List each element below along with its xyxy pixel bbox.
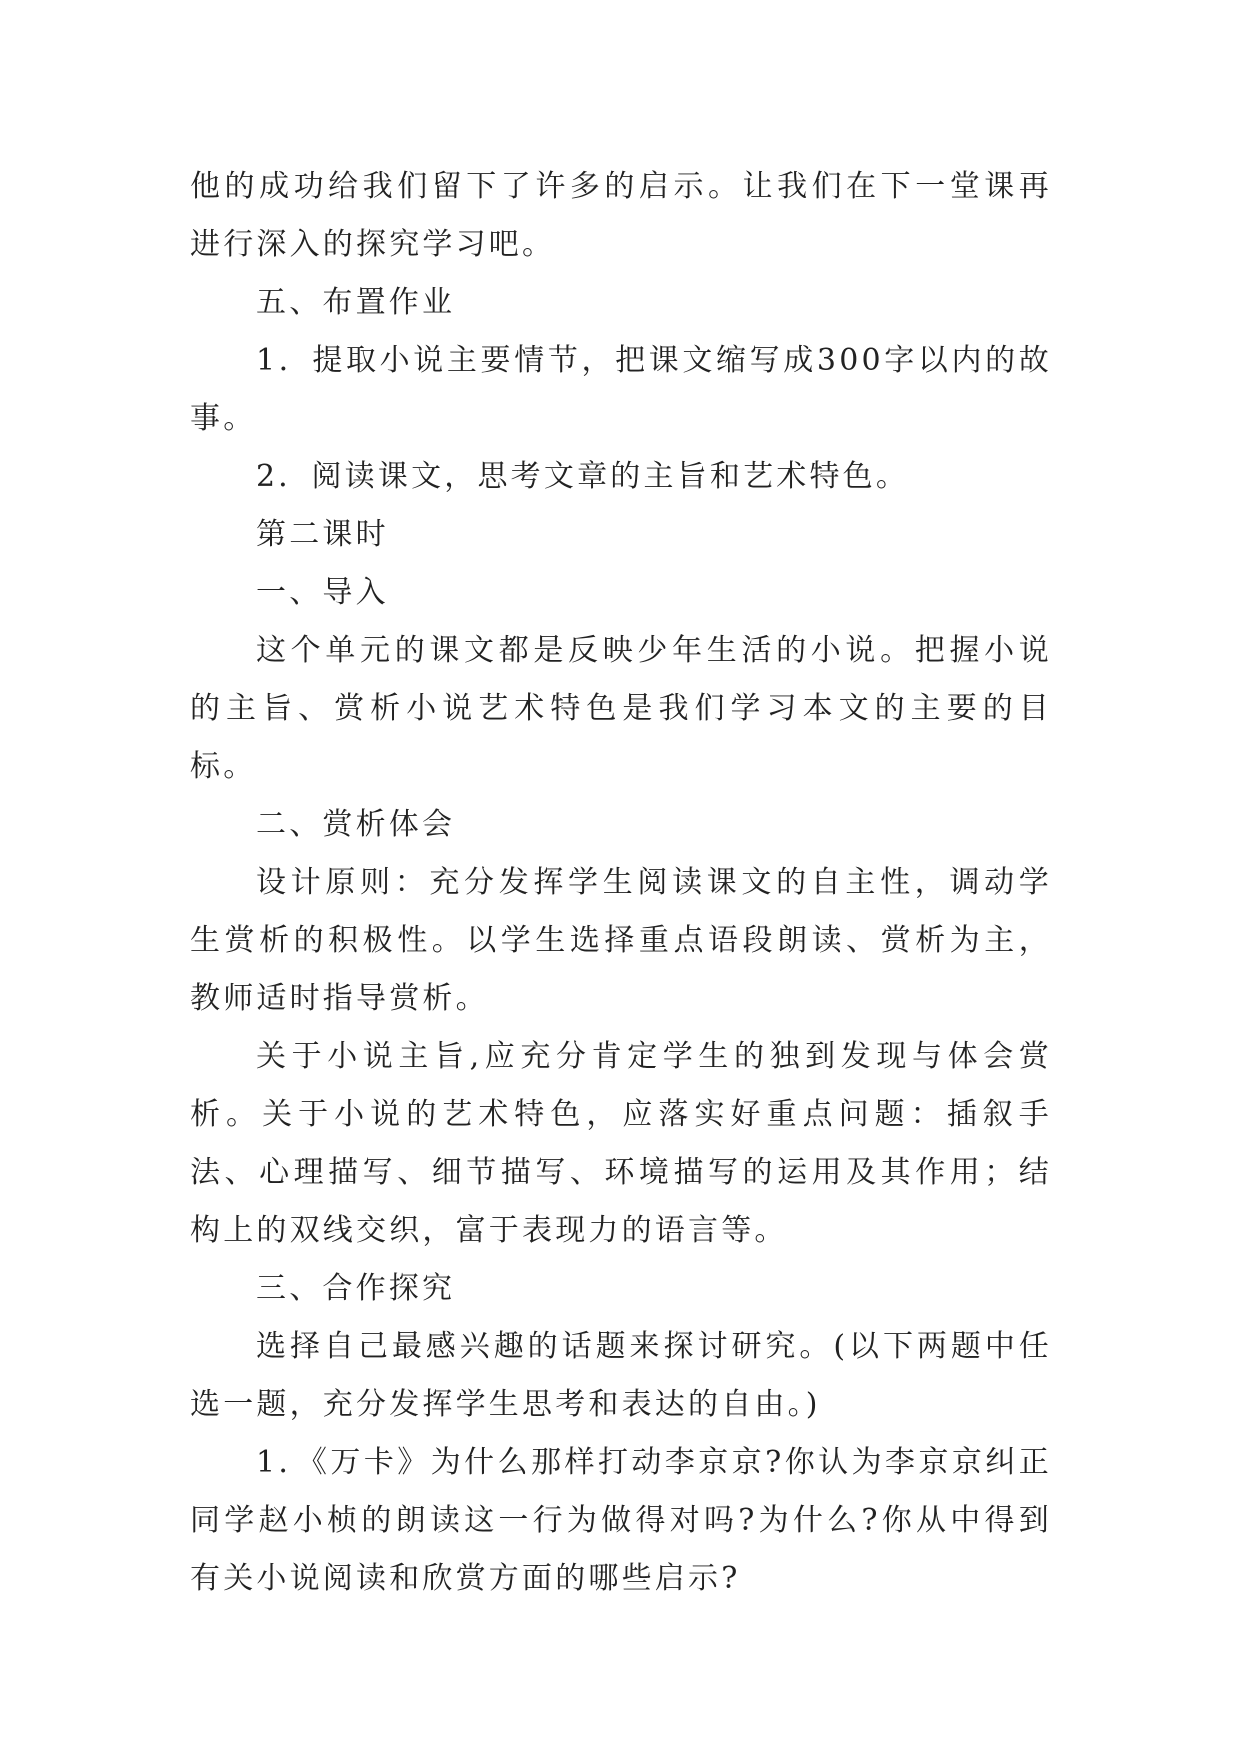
paragraph-choose-topic: 选择自己最感兴趣的话题来探讨研究。(以下两题中任选一题，充分发挥学生思考和表达的自由。) <box>190 1329 1052 1422</box>
paragraph-introduction: 这个单元的课文都是反映少年生活的小说。把握小说的主旨、赏析小说艺术特色是我们学习本文的主要的目标。 <box>190 633 1052 784</box>
heading-introduction: 一、导入 <box>256 575 389 610</box>
heading-cooperative-inquiry: 三、合作探究 <box>256 1271 456 1306</box>
heading-assign-homework: 五、布置作业 <box>256 285 456 320</box>
paragraph-theme-and-art: 关于小说主旨,应充分肯定学生的独到发现与体会赏析。关于小说的艺术特色，应落实好重点问题：插叙手法、心理描写、细节描写、环境描写的运用及其作用；结构上的双线交织，富于表现力的语言等。 <box>190 1039 1052 1248</box>
question-item-1: 1．《万卡》为什么那样打动李京京?你认为李京京纠正同学赵小桢的朗读这一行为做得对吗?为什么?你从中得到有关小说阅读和欣赏方面的哪些启示? <box>190 1445 1052 1596</box>
document-page <box>190 158 1052 1608</box>
heading-second-lesson: 第二课时 <box>256 517 389 552</box>
homework-item-2: 2．阅读课文，思考文章的主旨和艺术特色。 <box>256 459 910 494</box>
paragraph-continuation: 他的成功给我们留下了许多的启示。让我们在下一堂课再进行深入的探究学习吧。 <box>190 169 1052 262</box>
paragraph-design-principle: 设计原则：充分发挥学生阅读课文的自主性，调动学生赏析的积极性。以学生选择重点语段朗读、赏析为主，教师适时指导赏析。 <box>190 865 1052 1016</box>
homework-item-1: 1．提取小说主要情节，把课文缩写成300字以内的故事。 <box>190 343 1052 436</box>
heading-appreciation: 二、赏析体会 <box>256 807 456 842</box>
